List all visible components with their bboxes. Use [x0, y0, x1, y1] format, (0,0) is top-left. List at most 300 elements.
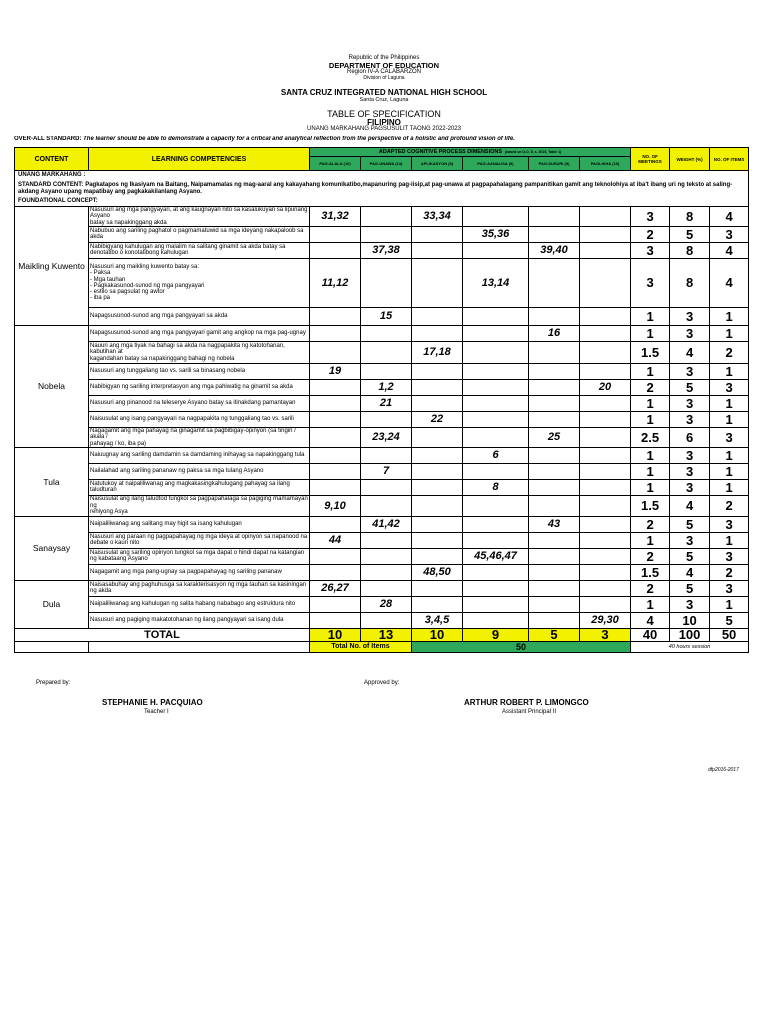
item-numbers	[412, 363, 463, 379]
item-numbers	[361, 548, 412, 564]
department-line: DEPARTMENT OF EDUCATION	[328, 61, 440, 70]
table-row	[15, 612, 749, 628]
item-numbers	[463, 242, 529, 258]
competency-text: Natutukoy at naipaliliwanag ang magkakasingkahulugang pahayag sa ilang taludturan	[89, 479, 310, 495]
dimension-total: 13	[361, 628, 412, 641]
competency-text: Naisusulat ang sariling opinyon tungkol sa mga dapat o hindi dapat na katangian ng kabataang Asyano	[89, 548, 310, 564]
prepared-by-title: Teacher I	[144, 709, 169, 715]
item-numbers	[412, 379, 463, 395]
item-numbers	[412, 516, 463, 532]
meetings-value: 2	[631, 226, 670, 242]
total-items: 50	[710, 628, 749, 641]
item-numbers	[412, 307, 463, 325]
weight-value: 10	[670, 612, 710, 628]
competency-text: Nasusuri ang maikling kuwento batay sa: - Paksa - Mga tauhan - Pagkakasunod-sunod ng mga pangyayari - estilo sa pagsulat ng awtor - iba pa	[89, 258, 310, 307]
items-value: 3	[710, 516, 749, 532]
item-numbers	[529, 447, 580, 463]
table-row	[15, 242, 749, 258]
item-numbers	[412, 548, 463, 564]
item-numbers	[361, 612, 412, 628]
item-numbers: 13,14	[463, 258, 529, 307]
items-value: 2	[710, 341, 749, 363]
items-value: 3	[710, 226, 749, 242]
meetings-value: 1	[631, 325, 670, 341]
item-numbers	[580, 532, 631, 548]
info-row	[15, 171, 749, 207]
item-numbers	[412, 479, 463, 495]
items-header: NO. OF ITEMS	[710, 148, 749, 171]
item-numbers	[463, 207, 529, 227]
weight-value: 8	[670, 207, 710, 227]
item-numbers	[310, 395, 361, 411]
item-numbers	[529, 596, 580, 612]
item-numbers: 3,4,5	[412, 612, 463, 628]
competency-text: Nasusuri ang mga pangyayari, at ang kaugnayan nito sa kasalukuyan sa lipunang Asyano batay sa napakinggang akda	[89, 207, 310, 227]
dimension-total: 10	[310, 628, 361, 641]
competency-text: Naisusulat ang ilang taludtod tungkol sa pagpapahalaga sa pagiging mamamayan ng rehiyong Asya	[90, 496, 308, 516]
competency-text: Naisasabuhay ang paghuhusga sa karakterisasyon ng mga tauhan sa kasiningan ng akda	[89, 580, 310, 596]
item-numbers	[361, 226, 412, 242]
item-numbers	[580, 427, 631, 447]
item-numbers	[580, 242, 631, 258]
weight-value: 5	[670, 226, 710, 242]
division-line: Division of Laguna	[363, 75, 405, 81]
item-numbers	[310, 516, 361, 532]
meetings-value: 1	[631, 479, 670, 495]
item-numbers	[580, 207, 631, 227]
total-weight: 100	[670, 628, 710, 641]
content-category: Dula	[15, 580, 89, 628]
table-row	[15, 379, 749, 395]
dimension-total: 5	[529, 628, 580, 641]
item-numbers	[529, 532, 580, 548]
item-numbers: 21	[361, 395, 412, 411]
item-numbers	[529, 363, 580, 379]
total-no-items-label: Total No. of Items	[310, 641, 412, 652]
item-numbers	[310, 463, 361, 479]
weight-value: 5	[670, 379, 710, 395]
republic-line: Republic of the Philippines	[348, 55, 420, 61]
item-numbers: 9,10	[310, 495, 361, 516]
hours-session: 40 hours session	[631, 641, 749, 652]
weight-value: 3	[670, 395, 710, 411]
competency-text: Nagagamit ang mga pang-ugnay sa pagpapahayag ng sariling pananaw	[89, 564, 310, 580]
item-numbers	[529, 207, 580, 227]
overall-standard-label: OVER-ALL STANDARD:	[14, 136, 82, 142]
total-no-items-value: 50	[412, 641, 631, 652]
content-category: Tula	[15, 447, 89, 516]
item-numbers	[463, 463, 529, 479]
table-row	[15, 532, 749, 548]
weight-value: 3	[670, 596, 710, 612]
item-numbers	[463, 564, 529, 580]
item-numbers	[529, 411, 580, 427]
items-value: 4	[710, 207, 749, 227]
item-numbers	[412, 580, 463, 596]
item-numbers	[463, 341, 529, 363]
meetings-value: 1.5	[631, 495, 670, 516]
item-numbers	[580, 363, 631, 379]
item-numbers: 22	[412, 411, 463, 427]
dimension-total: 10	[412, 628, 463, 641]
item-numbers: 25	[529, 427, 580, 447]
item-numbers: 6	[463, 447, 529, 463]
item-numbers	[310, 341, 361, 363]
item-numbers	[463, 532, 529, 548]
meetings-value: 2	[631, 516, 670, 532]
meetings-value: 4	[631, 612, 670, 628]
prepared-by-label: Prepared by:	[36, 680, 71, 686]
item-numbers	[310, 564, 361, 580]
content-category: Sanaysay	[15, 516, 89, 580]
item-numbers	[361, 532, 412, 548]
table-row	[15, 463, 749, 479]
items-value: 1	[710, 447, 749, 463]
item-numbers	[463, 411, 529, 427]
dimension-total: 3	[580, 628, 631, 641]
item-numbers	[529, 564, 580, 580]
meetings-header: NO. OF MEETINGS	[631, 148, 670, 171]
item-numbers	[463, 325, 529, 341]
item-numbers	[463, 395, 529, 411]
item-numbers: 8	[463, 479, 529, 495]
dimension-header: PAG-SUSURI (5)	[529, 157, 580, 171]
item-numbers	[463, 307, 529, 325]
items-value: 2	[710, 495, 749, 516]
competencies-header: LEARNING COMPETENCIES	[89, 148, 310, 171]
meetings-value: 1	[631, 596, 670, 612]
item-numbers	[529, 495, 580, 516]
item-numbers: 43	[529, 516, 580, 532]
table-row	[15, 495, 749, 516]
table-row	[15, 226, 749, 242]
meetings-value: 1	[631, 447, 670, 463]
weight-value: 3	[670, 532, 710, 548]
items-value: 1	[710, 307, 749, 325]
dimension-header: APLIKASYON (5)	[412, 157, 463, 171]
meetings-value: 1	[631, 307, 670, 325]
item-numbers	[529, 307, 580, 325]
item-numbers	[463, 379, 529, 395]
exam-title: UNANG MARKAHANG PAGSUSULIT TAONG 2022-2023	[307, 126, 461, 132]
weight-value: 3	[670, 479, 710, 495]
items-value: 1	[710, 395, 749, 411]
item-numbers	[310, 479, 361, 495]
table-row	[15, 258, 749, 307]
total-row	[15, 628, 749, 641]
competency-text: Nabibigyan ng sariling interpretasyon ang mga pahiwatig na ginamit sa akda	[89, 379, 310, 395]
items-value: 1	[710, 463, 749, 479]
items-value: 3	[710, 580, 749, 596]
dimensions-title: ADAPTED COGNITIVE PROCESS DIMENSIONS	[378, 149, 503, 155]
item-numbers	[463, 427, 529, 447]
item-numbers: 28	[361, 596, 412, 612]
meetings-value: 1	[631, 532, 670, 548]
document-title: TABLE OF SPECIFICATION	[327, 109, 441, 119]
competency-text: Nabubuo ang sariling paghatol o pagmamatuwid sa mga ideyang nakapaloob sa akda	[89, 226, 310, 242]
item-numbers	[361, 325, 412, 341]
meetings-value: 3	[631, 207, 670, 227]
item-numbers: 45,46,47	[463, 548, 529, 564]
table-row	[15, 548, 749, 564]
item-numbers	[361, 258, 412, 307]
total-meetings: 40	[631, 628, 670, 641]
content-category: Maikling Kuwento	[15, 207, 89, 326]
prepared-by-name: STEPHANIE H. PACQUIAO	[102, 698, 203, 707]
item-numbers	[310, 411, 361, 427]
item-numbers	[580, 463, 631, 479]
overall-standard	[14, 136, 754, 142]
item-numbers: 17,18	[412, 341, 463, 363]
weight-value: 3	[670, 411, 710, 427]
weight-value: 3	[670, 463, 710, 479]
competency-text: Nagagamit ang mga pahayag na ginagamit sa pagbibigay-opinyon (sa tingin / akala / pahayag / ko, iba pa)	[89, 427, 310, 447]
item-numbers	[529, 463, 580, 479]
meetings-value: 1	[631, 363, 670, 379]
table-row	[15, 341, 749, 363]
item-numbers	[412, 325, 463, 341]
dimension-header: PAG-AANALISA (9)	[463, 157, 529, 171]
item-numbers	[529, 612, 580, 628]
item-numbers: 37,38	[361, 242, 412, 258]
meetings-value: 1	[631, 411, 670, 427]
item-numbers	[412, 226, 463, 242]
item-numbers	[361, 479, 412, 495]
standard-content-label: STANDARD CONTENT:	[18, 182, 84, 188]
weight-value: 5	[670, 516, 710, 532]
table-header-row	[15, 148, 749, 157]
dimension-total: 9	[463, 628, 529, 641]
items-value: 1	[710, 532, 749, 548]
item-numbers: 41,42	[361, 516, 412, 532]
weight-value: 5	[670, 580, 710, 596]
content-header: CONTENT	[15, 148, 89, 171]
item-numbers	[580, 495, 631, 516]
competency-text: Nasusuri ang paraan ng pagpapahayag ng mga ideya at opinyon sa napanood na debate o kauri nito	[89, 532, 310, 548]
item-numbers: 26,27	[310, 580, 361, 596]
summary-blank-competency	[89, 641, 310, 652]
item-numbers	[529, 395, 580, 411]
meetings-value: 1.5	[631, 564, 670, 580]
items-value: 3	[710, 548, 749, 564]
specification-table	[14, 147, 749, 653]
meetings-value: 2	[631, 379, 670, 395]
item-numbers: 33,34	[412, 207, 463, 227]
item-numbers	[529, 580, 580, 596]
competency-text: Naipaliliwanag ang kahulugan ng salita habang nababago ang estruktura nito	[89, 596, 310, 612]
meetings-value: 1	[631, 395, 670, 411]
item-numbers: 44	[310, 532, 361, 548]
item-numbers	[310, 242, 361, 258]
table-row	[15, 564, 749, 580]
item-numbers	[361, 341, 412, 363]
meetings-value: 3	[631, 242, 670, 258]
item-numbers	[310, 447, 361, 463]
table-row	[15, 307, 749, 325]
item-numbers	[580, 479, 631, 495]
summary-blank-content	[15, 641, 89, 652]
item-numbers	[412, 242, 463, 258]
item-numbers	[580, 516, 631, 532]
item-numbers: 19	[310, 363, 361, 379]
item-numbers	[412, 463, 463, 479]
item-numbers	[361, 564, 412, 580]
item-numbers	[580, 325, 631, 341]
meetings-value: 2	[631, 548, 670, 564]
info-cell	[15, 171, 749, 207]
item-numbers	[361, 411, 412, 427]
item-numbers	[580, 341, 631, 363]
item-numbers	[310, 612, 361, 628]
standard-content-text: Pagkatapos ng Ikasiyam na Baitang, Naipamamalas ng mag-aaral ang kakayahang komunikatibo,mapanuring pag-iisip,at pag-unawa at pagpapahalagang pampanitikan gamit ang teknolohiya at iba't ibang uri ng teksto at saling-akdang Asyano upang mapatibay ang pagkakakilanlang Asyano.	[18, 182, 733, 195]
item-numbers	[580, 447, 631, 463]
items-value: 5	[710, 612, 749, 628]
table-row	[15, 395, 749, 411]
items-value: 2	[710, 564, 749, 580]
table-row	[15, 596, 749, 612]
item-numbers	[361, 363, 412, 379]
competency-text: Nasusuri ang tunggaliang tao vs. sarili sa binasang nobela	[89, 363, 310, 379]
footer-code: dfp2016-2017	[708, 767, 739, 773]
item-numbers	[412, 495, 463, 516]
dimension-header: PAGLIKHA (10)	[580, 157, 631, 171]
dimensions-note: (based on D.O. 8, s. 2015, Table 1)	[505, 150, 562, 154]
item-numbers	[412, 532, 463, 548]
meetings-value: 1.5	[631, 341, 670, 363]
school-address: Santa Cruz, Laguna	[359, 97, 409, 103]
item-numbers	[463, 516, 529, 532]
item-numbers	[310, 307, 361, 325]
item-numbers	[412, 596, 463, 612]
summary-row	[15, 641, 749, 652]
quarter-label: UNANG MARKAHANG :	[18, 172, 86, 178]
item-numbers	[529, 548, 580, 564]
weight-value: 4	[670, 495, 710, 516]
item-numbers	[361, 580, 412, 596]
weight-value: 3	[670, 363, 710, 379]
total-label: TOTAL	[15, 628, 310, 641]
competency-text: Nailalahad ang sariling pananaw ng paksa sa mga tulang Asyano	[89, 463, 310, 479]
approved-by-name: ARTHUR ROBERT P. LIMONGCO	[464, 698, 589, 707]
item-numbers	[361, 495, 412, 516]
item-numbers	[580, 307, 631, 325]
table-row	[15, 516, 749, 532]
meetings-value: 3	[631, 258, 670, 307]
table-row	[15, 411, 749, 427]
item-numbers	[580, 258, 631, 307]
item-numbers: 23,24	[361, 427, 412, 447]
item-numbers: 16	[529, 325, 580, 341]
item-numbers	[529, 258, 580, 307]
weight-value: 4	[670, 564, 710, 580]
table-row	[15, 325, 749, 341]
table-row	[15, 447, 749, 463]
items-value: 3	[710, 379, 749, 395]
item-numbers	[529, 226, 580, 242]
dimension-header: PAG-UNAWA (13)	[361, 157, 412, 171]
competency-text: Nauuri ang mga tiyak na bahagi sa akda na nagpapakita ng katotohanan, kabutihan at kagandahan batay sa napakinggang bahagi ng nobela	[89, 341, 310, 363]
weight-value: 5	[670, 548, 710, 564]
weight-header: WEIGHT (%)	[670, 148, 710, 171]
item-numbers	[529, 479, 580, 495]
items-value: 1	[710, 479, 749, 495]
competency-text: Naisusulat ang isang pangyayari na nagpapakita ng tunggaliang tao vs. sarili	[89, 411, 310, 427]
item-numbers	[463, 580, 529, 596]
table-row	[15, 479, 749, 495]
meetings-value: 1	[631, 463, 670, 479]
items-value: 1	[710, 411, 749, 427]
competency-text: Nabibigyang kahulugan ang malalim na salitang ginamit sa akda batay sa denotatibo o konotatibong kahulugan	[89, 242, 310, 258]
items-value: 1	[710, 363, 749, 379]
weight-value: 4	[670, 341, 710, 363]
weight-value: 8	[670, 242, 710, 258]
content-category: Nobela	[15, 325, 89, 447]
competency-text: Naiuugnay ang sariling damdamin sa damdaming inihayag sa napakinggang tula	[89, 447, 310, 463]
item-numbers	[580, 580, 631, 596]
item-numbers	[310, 325, 361, 341]
table-row	[15, 427, 749, 447]
item-numbers: 20	[580, 379, 631, 395]
weight-value: 6	[670, 427, 710, 447]
table-row	[15, 207, 749, 227]
competency-text: Nasusuri ang pinanood na teleserye Asyano batay sa itinakdang pamantayan	[89, 395, 310, 411]
competency-text: Napagsusunod-sunod ang mga pangyayari gamit ang angkop na mga pag-ugnay	[89, 325, 310, 341]
competency-text: Napagsusunod-sunod ang mga pangyayari sa akda	[89, 307, 310, 325]
item-numbers	[580, 548, 631, 564]
item-numbers	[463, 596, 529, 612]
dimension-header: PAG-ALALA (10)	[310, 157, 361, 171]
item-numbers	[580, 226, 631, 242]
item-numbers	[412, 447, 463, 463]
item-numbers	[310, 427, 361, 447]
item-numbers: 7	[361, 463, 412, 479]
items-value: 4	[710, 242, 749, 258]
school-name: SANTA CRUZ INTEGRATED NATIONAL HIGH SCHOOL	[280, 88, 488, 97]
item-numbers: 15	[361, 307, 412, 325]
item-numbers	[529, 341, 580, 363]
item-numbers	[310, 548, 361, 564]
items-value: 4	[710, 258, 749, 307]
item-numbers	[463, 612, 529, 628]
items-value: 1	[710, 596, 749, 612]
item-numbers	[529, 379, 580, 395]
foundational-concept-label: FOUNDATIONAL CONCEPT:	[18, 198, 98, 204]
item-numbers: 31,32	[310, 207, 361, 227]
item-numbers: 1,2	[361, 379, 412, 395]
item-numbers	[361, 207, 412, 227]
approved-by-title: Assistant Principal II	[502, 709, 557, 715]
item-numbers	[580, 564, 631, 580]
item-numbers	[463, 363, 529, 379]
items-value: 1	[710, 325, 749, 341]
item-numbers: 35,36	[463, 226, 529, 242]
item-numbers	[412, 395, 463, 411]
meetings-value: 2	[631, 580, 670, 596]
item-numbers	[580, 395, 631, 411]
table-row	[15, 580, 749, 596]
item-numbers	[310, 596, 361, 612]
item-numbers	[580, 596, 631, 612]
competency-text: Naipaliliwanag ang salitang may higit sa isang kahulugan	[89, 516, 310, 532]
competency-text: Nasusuri ang pagiging makatotohanan ng ilang pangyayari sa isang dula	[89, 612, 310, 628]
dimensions-header	[310, 148, 631, 157]
item-numbers	[412, 427, 463, 447]
overall-standard-text: The learner should be able to demonstrate a capacity for a critical and analytical reflection from the perspective of a holistic and profound vision of life.	[83, 136, 515, 142]
item-numbers	[361, 447, 412, 463]
table-row	[15, 363, 749, 379]
approved-by-label: Approved by:	[364, 680, 400, 686]
item-numbers: 29,30	[580, 612, 631, 628]
